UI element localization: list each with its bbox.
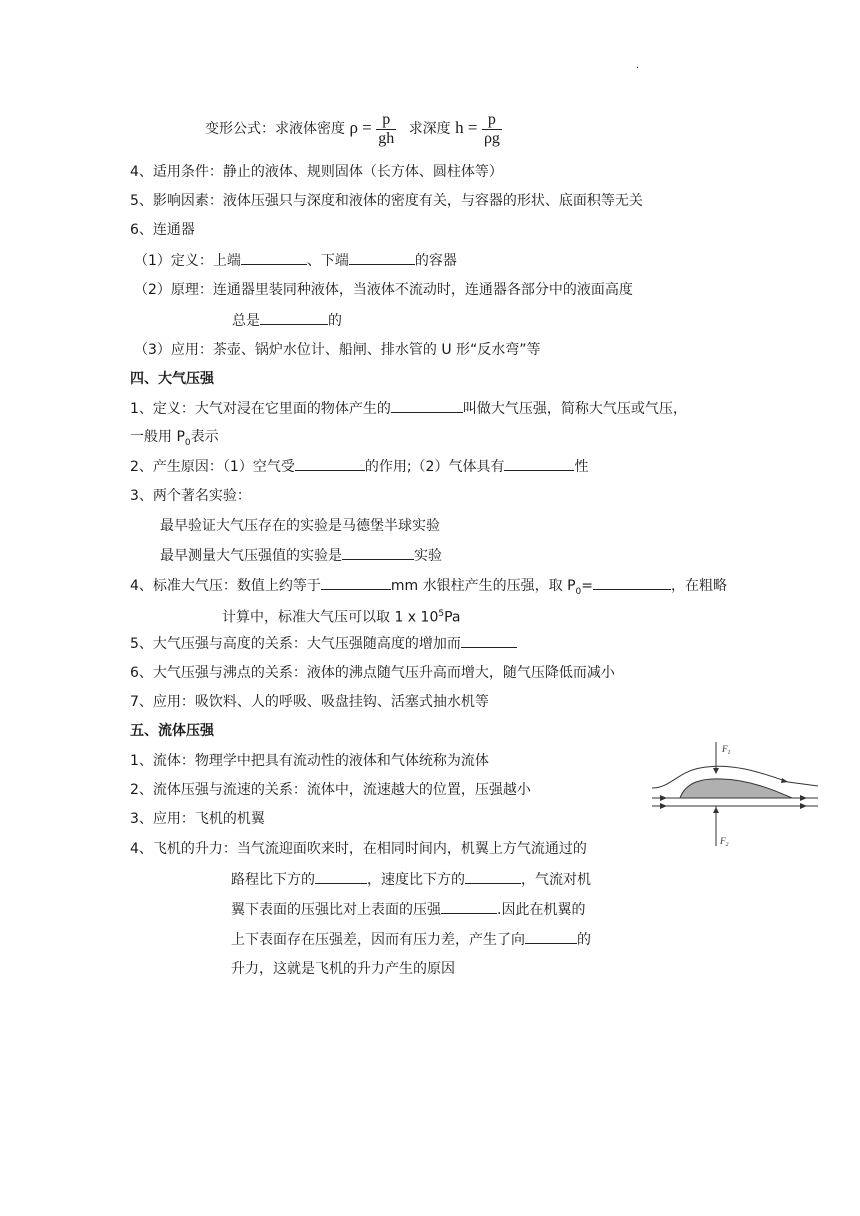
- text-part: 2、产生原因：（1）空气受: [130, 459, 295, 475]
- subscript: 0: [575, 586, 582, 597]
- atm-1-continued: [130, 427, 219, 453]
- text-part: 总是: [232, 313, 260, 329]
- depth-fraction: [482, 111, 502, 148]
- atm-3-experiment-a: 最早验证大气压存在的实验是马德堡半球实验: [160, 518, 440, 534]
- arrowhead-icon: [800, 803, 807, 809]
- item-6-title: 6、连通器: [130, 222, 195, 238]
- blank: [241, 250, 307, 265]
- text-part: .因此在机翼的: [497, 902, 586, 918]
- text-part: （1）定义：上端: [134, 253, 241, 269]
- text-part: 的容器: [414, 253, 457, 269]
- atm-5-altitude: [130, 633, 517, 654]
- formula-line: [205, 108, 502, 149]
- item-6-2-continued: [232, 310, 342, 331]
- text-part: 的: [577, 932, 591, 948]
- blank: [441, 899, 497, 914]
- text-part: 计算中，标准大气压可以取 1 x 10: [222, 609, 439, 626]
- blank: [321, 575, 391, 590]
- density-numerator: p: [382, 110, 391, 128]
- text-part: 一般用 P: [130, 429, 185, 445]
- blank: [465, 869, 521, 884]
- atm-4-standard: [130, 575, 727, 602]
- airfoil-shape: [680, 779, 792, 798]
- text-part: 最早测量大气压强值的实验是: [160, 548, 342, 564]
- depth-denominator: ρg: [483, 129, 500, 147]
- formula-prefix: 变形公式：求液体密度: [205, 121, 345, 137]
- fluid-1-definition: 1、流体：物理学中把具有流动性的液体和气体统称为流体: [130, 753, 489, 769]
- text-part: 5、大气压强与高度的关系：大气压强随高度的增加而: [130, 636, 461, 652]
- text-part: 4、标准大气压：数值上约等于: [130, 578, 321, 594]
- corner-mark: .: [636, 60, 640, 71]
- arrowhead-icon: [781, 778, 788, 783]
- superscript: 5: [438, 609, 445, 619]
- fluid-4-line-b: [231, 869, 591, 890]
- depth-label: 求深度: [408, 121, 451, 137]
- item-4-conditions: 4、适用条件：静止的液体、规则固体（长方体、圆柱体等）: [130, 164, 503, 180]
- fluid-4-line-e: 升力，这就是飞机的升力产生的原因: [231, 961, 455, 977]
- text-part: 的: [328, 313, 342, 329]
- item-6-2-principle: （2）原理：连通器里装同种液体，当液体不流动时，连通器各部分中的液面高度: [134, 282, 633, 298]
- text-part: 叫做大气压强，简称大气压或气压，: [462, 401, 687, 417]
- text-part: ，气流对机: [521, 872, 591, 888]
- arrowhead-icon: [713, 807, 719, 813]
- text-part: ，在粗略: [671, 578, 728, 594]
- blank: [525, 929, 577, 944]
- blank: [461, 633, 517, 648]
- force-f2-label: $F_2$: [720, 836, 729, 848]
- item-6-1-definition: [134, 250, 457, 271]
- subscript: 0: [184, 437, 191, 448]
- arrowhead-icon: [800, 795, 807, 801]
- fluid-2-relation: 2、流体压强与流速的关系：流体中，流速越大的位置，压强越小: [130, 782, 531, 798]
- atm-4-continued: [222, 604, 461, 628]
- atm-1-definition: [130, 398, 687, 419]
- text-part: 实验: [414, 548, 442, 564]
- fluid-4-line-c: [231, 899, 585, 920]
- arrowhead-icon: [660, 803, 667, 809]
- density-fraction: [376, 111, 396, 148]
- text-part: 性: [574, 459, 589, 475]
- text-part: 的作用;（2）气体具有: [364, 459, 505, 475]
- section-5-heading: 五、流体压强: [130, 723, 214, 739]
- text-part: 上下表面存在压强差，因而有压力差，产生了向: [231, 932, 525, 948]
- blank: [349, 250, 415, 265]
- force-f1-label: $F_1$: [722, 744, 731, 756]
- airfoil-diagram: [650, 738, 820, 850]
- atm-3-experiments: 3、两个著名实验：: [130, 488, 251, 504]
- atm-2-cause: [130, 456, 588, 477]
- blank: [342, 545, 414, 560]
- fluid-3-application: 3、应用：飞机的机翼: [130, 811, 265, 827]
- text-part: =: [581, 578, 594, 594]
- atm-7-applications: 7、应用：吸饮料、人的呼吸、吸盘挂钩、活塞式抽水机等: [130, 694, 489, 710]
- blank: [391, 398, 463, 413]
- depth-numerator: p: [487, 110, 496, 128]
- fluid-4-line-d: [231, 929, 591, 950]
- rho-equals: ρ =: [349, 118, 372, 137]
- arrowhead-icon: [660, 795, 667, 801]
- item-5-factors: 5、影响因素：液体压强只与深度和液体的密度有关，与容器的形状、底面积等无关: [130, 193, 643, 209]
- text-part: ，速度比下方的: [367, 872, 465, 888]
- blank: [295, 456, 365, 471]
- blank: [593, 575, 671, 590]
- arrowhead-icon: [713, 768, 719, 774]
- density-denominator: gh: [378, 129, 395, 147]
- atm-3-experiment-b: [160, 545, 442, 566]
- text-part: 路程比下方的: [231, 872, 315, 888]
- text-part: Pa: [444, 609, 461, 626]
- text-part: 1、定义：大气对浸在它里面的物体产生的: [130, 401, 391, 417]
- atm-6-boiling: 6、大气压强与沸点的关系：液体的沸点随气压升高而增大，随气压降低而减小: [130, 665, 615, 681]
- h-equals: h =: [455, 118, 478, 137]
- fluid-4-lift: 4、飞机的升力：当气流迎面吹来时，在相同时间内，机翼上方气流通过的: [130, 841, 587, 857]
- blank: [315, 869, 367, 884]
- text-part: 、下端: [306, 253, 349, 269]
- blank: [260, 310, 328, 325]
- blank: [504, 456, 574, 471]
- item-6-3-applications: （3）应用：茶壶、锅炉水位计、船闸、排水管的 U 形“反水弯”等: [134, 342, 541, 358]
- text-part: 翼下表面的压强比对上表面的压强: [231, 902, 441, 918]
- section-4-heading: 四、大气压强: [130, 371, 214, 387]
- text-part: 表示: [190, 429, 219, 445]
- text-part: mm 水银柱产生的压强，取 P: [390, 578, 576, 594]
